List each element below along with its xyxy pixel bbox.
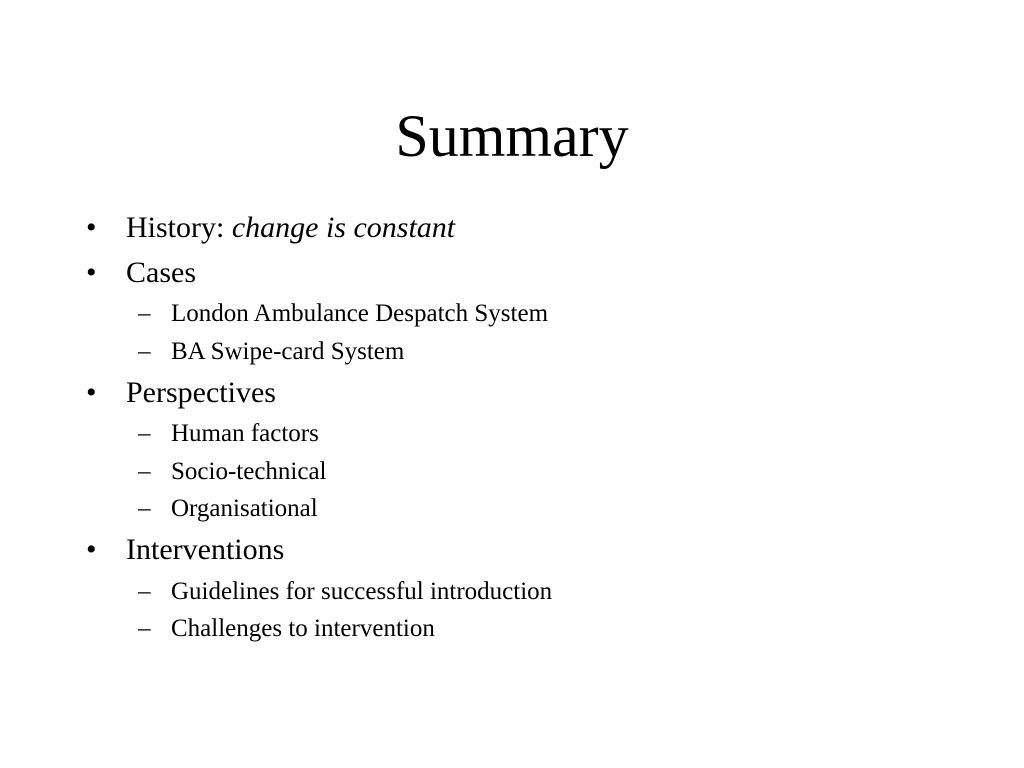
bullet-marker: • bbox=[86, 211, 97, 244]
bullet-text bbox=[126, 208, 455, 248]
sub-bullet-text: Guidelines for successful introduction bbox=[171, 578, 553, 605]
bullet-marker: • bbox=[86, 533, 97, 566]
bullet-text: Interventions bbox=[126, 533, 285, 566]
sub-bullet-marker: – bbox=[138, 420, 151, 447]
bullet-text: Perspectives bbox=[126, 376, 276, 409]
slide-title: Summary bbox=[395, 103, 629, 169]
sub-bullet-text: BA Swipe-card System bbox=[171, 338, 405, 365]
sub-bullet-text: Human factors bbox=[171, 420, 319, 447]
sub-bullet-marker: – bbox=[138, 458, 151, 485]
sub-bullet-marker: – bbox=[138, 615, 151, 642]
bullet-text: Cases bbox=[126, 256, 196, 289]
sub-bullet-marker: – bbox=[138, 300, 151, 327]
bullet-prefix: History: bbox=[126, 211, 232, 244]
sub-bullet-text: Organisational bbox=[171, 495, 318, 522]
sub-bullet-marker: – bbox=[138, 495, 151, 522]
sub-bullet-text: Challenges to intervention bbox=[171, 615, 435, 642]
sub-bullet-marker: – bbox=[138, 338, 151, 365]
bullet-emphasis: change is constant bbox=[231, 211, 456, 244]
sub-bullet-text: Socio-technical bbox=[171, 458, 327, 485]
sub-bullet-marker: – bbox=[138, 578, 151, 605]
bullet-marker: • bbox=[86, 376, 97, 409]
sub-bullet-text: London Ambulance Despatch System bbox=[171, 300, 549, 327]
bullet-marker: • bbox=[86, 256, 97, 289]
